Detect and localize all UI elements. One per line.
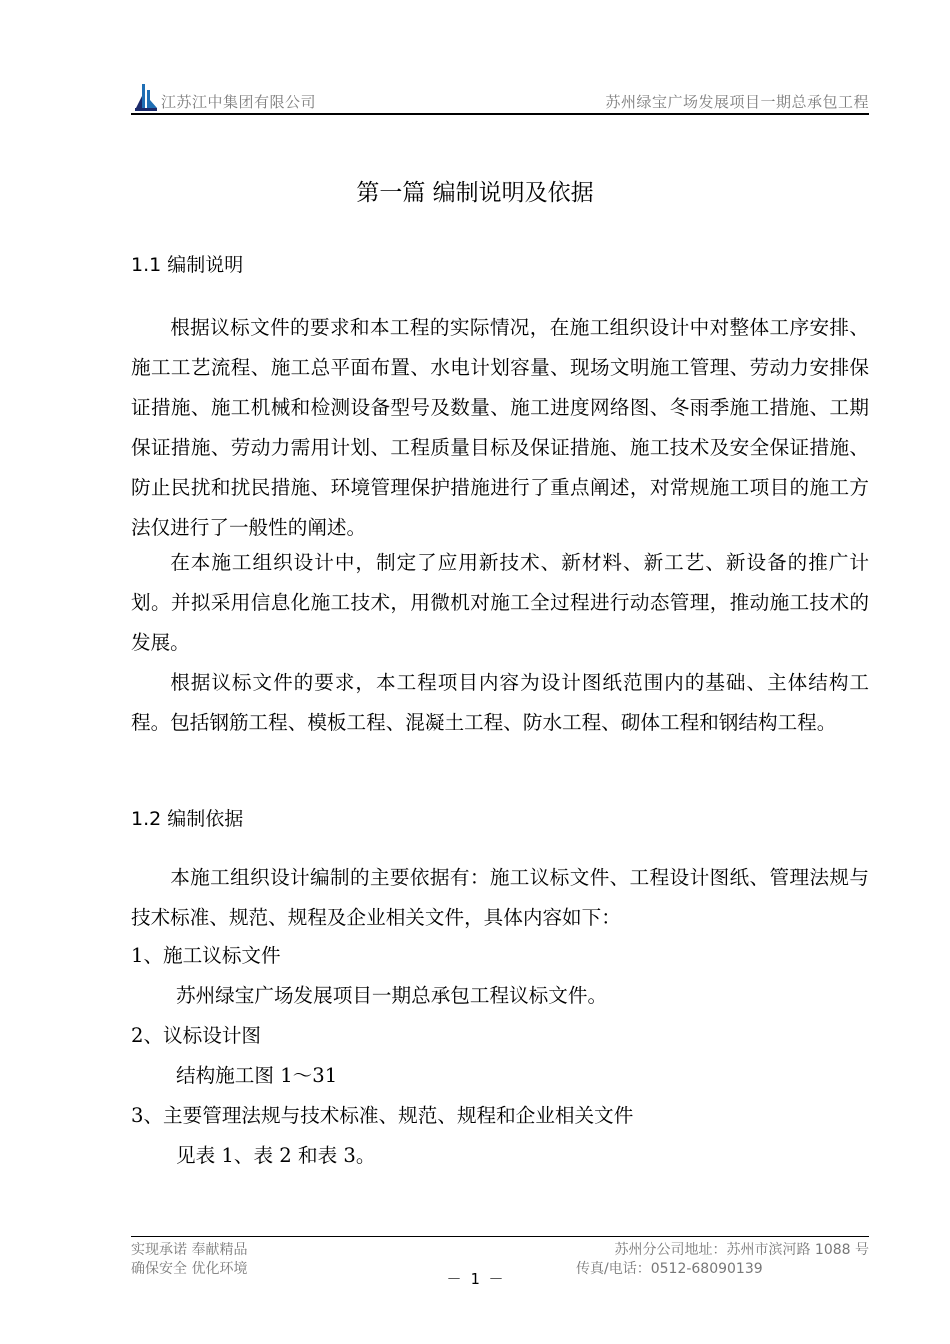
paragraph-basis-intro: 本施工组织设计编制的主要依据有：施工议标文件、工程设计图纸、管理法规与技术标准、规范、规程及企业相关文件，具体内容如下： — [131, 866, 869, 929]
list-item-2-detail: 结构施工图 1～31 — [176, 1064, 338, 1087]
list-item-3-detail: 见表 1、表 2 和表 3。 — [176, 1144, 376, 1167]
section-heading-1-2: 1.2 编制依据 — [131, 808, 244, 830]
page-title: 第一篇 编制说明及依据 — [356, 180, 594, 206]
list-item-1-label: 1、施工议标文件 — [131, 944, 281, 967]
company-logo-icon — [133, 82, 159, 112]
header-project-name: 苏州绿宝广场发展项目一期总承包工程 — [605, 93, 869, 111]
footer-address: 苏州分公司地址：苏州市滨河路 1088 号 — [614, 1242, 869, 1258]
list-item-3-label: 3、主要管理法规与技术标准、规范、规程和企业相关文件 — [131, 1104, 634, 1127]
header-divider — [131, 113, 869, 115]
list-item-1-detail: 苏州绿宝广场发展项目一期总承包工程议标文件。 — [176, 984, 608, 1007]
paragraph-1: 根据议标文件的要求和本工程的实际情况，在施工组织设计中对整体工序安排、施工工艺流程、施工总平面布置、水电计划容量、现场文明施工管理、劳动力安排保证措施、施工机械和检测设备型号及数量、施工进度网络图、冬雨季施工措施、工期保证措施、劳动力需用计划、工程质量目标及保证措施、施工技术及安全保证措施、防止民扰和扰民措施、环境管理保护措施进行了重点阐述，对常规施工项目的施工方法仅进行了一般性的阐述。 — [131, 316, 869, 539]
footer-divider — [131, 1236, 869, 1237]
paragraph-2: 在本施工组织设计中，制定了应用新技术、新材料、新工艺、新设备的推广计划。并拟采用信息化施工技术，用微机对施工全过程进行动态管理，推动施工技术的发展。 — [131, 551, 869, 654]
header-company-name: 江苏江中集团有限公司 — [161, 93, 317, 111]
page-number: － 1 － — [446, 1270, 504, 1288]
list-item-2-label: 2、议标设计图 — [131, 1024, 262, 1047]
page-header — [131, 82, 869, 114]
footer-slogan-2: 确保安全 优化环境 — [131, 1261, 248, 1277]
footer-contact: 传真/电话：0512-68090139 — [576, 1261, 763, 1277]
paragraph-3: 根据议标文件的要求，本工程项目内容为设计图纸范围内的基础、主体结构工程。包括钢筋工程、模板工程、混凝土工程、防水工程、砌体工程和钢结构工程。 — [131, 671, 869, 734]
footer-slogan-1: 实现承诺 奉献精品 — [131, 1242, 248, 1258]
section-heading-1-1: 1.1 编制说明 — [131, 254, 244, 276]
